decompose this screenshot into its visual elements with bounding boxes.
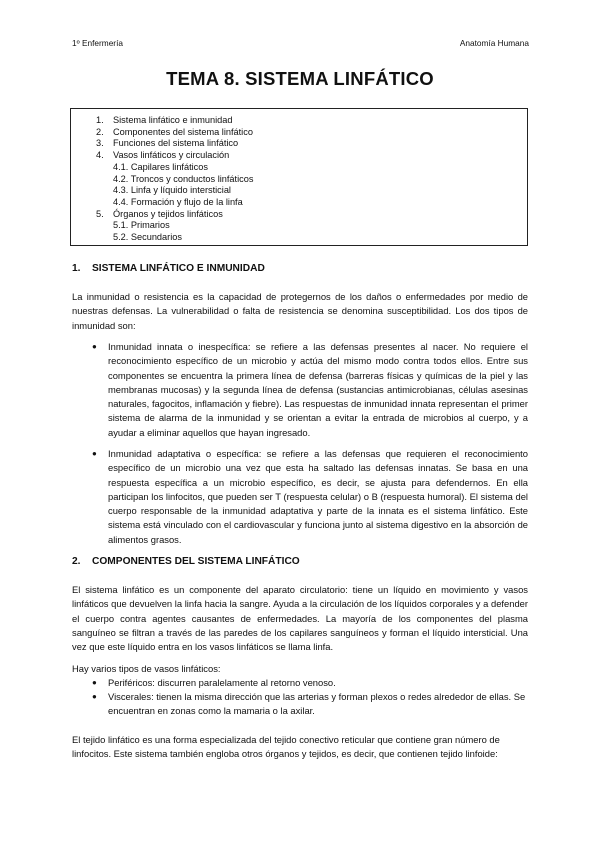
page-title: TEMA 8. SISTEMA LINFÁTICO <box>166 68 434 89</box>
toc-subitem-4-1: 4.1. Capilares linfáticos <box>113 161 208 172</box>
toc-item-2: 2. Componentes del sistema linfático <box>96 126 253 137</box>
section-2-heading: 2. COMPONENTES DEL SISTEMA LINFÁTICO <box>72 556 300 567</box>
toc-subitem-5-1: 5.1. Primarios <box>113 220 170 231</box>
toc-item-5: 5. Órganos y tejidos linfáticos 5.1. Primarios 5.2. Secundarios <box>96 209 527 244</box>
table-of-contents <box>70 108 528 246</box>
vessel-types-intro: Hay varios tipos de vasos linfáticos: <box>72 663 221 674</box>
header-course: 1º Enfermería <box>72 38 123 48</box>
toc-item-3: 3. Funciones del sistema linfático <box>96 138 239 149</box>
section-2-intro: El sistema linfático es un componente del aparato circulatorio: tiene un líquido en movimiento y vasos linfáticos que devuelven la linfa hacia la sangre. Ayuda a la circulación de los líquidos corporales y a defender el cuerpo contra agentes causantes de enfermedades. La mayoría de los componentes del plasma sanguíneo se filtran a través de las paredes de los capilares sanguíneos y forman el líquido intersticial. Una vez que este líquido entra en los vasos linfáticos se llama linfa. <box>72 584 528 653</box>
bullet-icon: ● <box>92 449 97 458</box>
header-subject: Anatomía Humana <box>459 38 529 48</box>
bullet-icon: ● <box>92 678 97 687</box>
bullet-icon: ● <box>92 692 97 701</box>
toc-item-4: 4. Vasos linfáticos y circulación 4.1. Capilares linfáticos 4.2. Troncos y conductos linfáticos 4.3. Linfa y líquido intersticial 4.4. Formación y flujo de la linfa <box>96 150 527 209</box>
toc-subitem-5-2: 5.2. Secundarios <box>113 232 182 243</box>
list-item: ● Inmunidad adaptativa o específica: se refiere a las defensas que requieren el reconocimiento específico de un microbio una vez que esta ha saltado las defensas innatas. Se basa en una respuesta específica a un microbio específico, es decir, se ajusta para defendernos. En ella participan los linfocitos, que pueden ser T (respuesta celular) o B (respuesta humoral). El sistema del cuerpo responsable de la inmunidad adaptativa y parte de la innata es el sistema linfático. Este sistema está vinculado con el cardiovascular y funciona junto al sistema digestivo en la absorción de alimentos grasos. <box>92 448 528 545</box>
toc-subitem-4-4: 4.4. Formación y flujo de la linfa <box>113 196 243 207</box>
list-item: ● Inmunidad innata o inespecífica: se refiere a las defensas presentes al nacer. No requiere el reconocimiento específico de un microbio y actúa del mismo modo contra todos ellos. Entre sus componentes se encuentra la primera línea de defensa (barreras físicas y químicas de la piel y las membranas mucosas) y la segunda línea de defensa (sustancias antimicrobianas, células asesinas naturales, fagocitos, inflamación y fiebre). Las respuestas de inmunidad innata representan el primer sistema de alarma de la inmunidad y se orientan a evitar la entrada de microbios al cuerpo, y a ayudar a eliminar aquellos que hayan ingresado. <box>92 341 528 438</box>
list-item: ● Periféricos: discurren paralelamente al retorno venoso. <box>92 676 528 690</box>
section-2-closing: El tejido linfático es una forma especializada del tejido conectivo reticular que contiene gran número de linfocitos. Este sistema también engloba otros órganos y tejidos, es decir, que contienen tejido linfoide: <box>72 734 500 760</box>
toc-subitem-4-3: 4.3. Linfa y líquido intersticial <box>113 185 231 196</box>
toc-subitem-4-2: 4.2. Troncos y conductos linfáticos <box>113 173 254 184</box>
bullet-icon: ● <box>92 342 97 351</box>
section-1-intro: La inmunidad o resistencia es la capacidad de protegernos de los daños o enfermedades por medio de nuestras defensas. La vulnerabilidad o falta de resistencia se denomina susceptibilidad. Los dos tipos de inmunidad son: <box>72 291 528 331</box>
section-1-heading: 1. SISTEMA LINFÁTICO E INMUNIDAD <box>72 263 265 274</box>
list-item: ● Viscerales: tienen la misma dirección que las arterias y forman plexos o redes alrededor de ellas. Se encuentran en zonas como la mamaria o la axilar. <box>92 691 526 717</box>
toc-item-1: 1. Sistema linfático e inmunidad <box>96 115 233 125</box>
